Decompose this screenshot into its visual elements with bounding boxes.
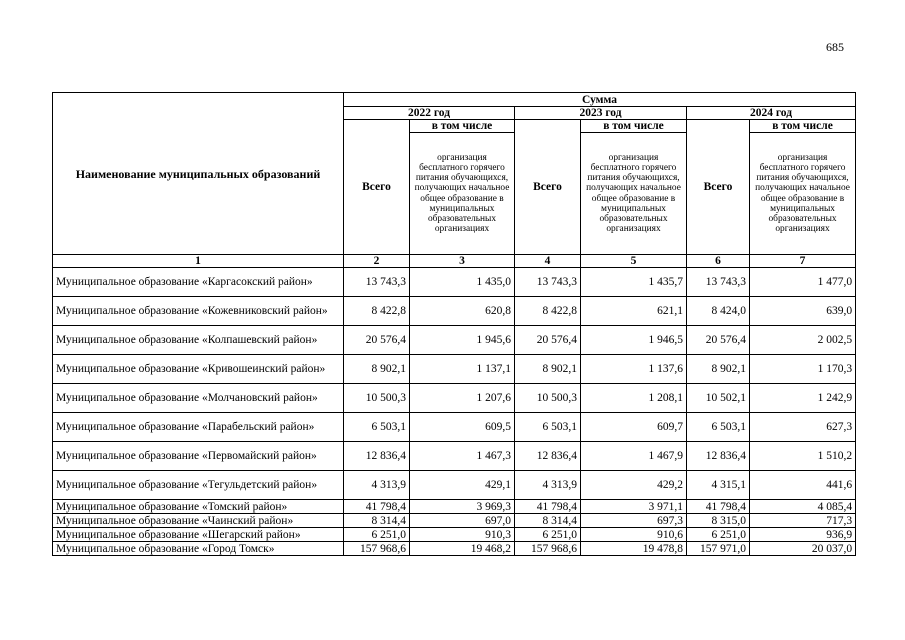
value-cell: 717,3 xyxy=(750,514,856,528)
value-cell: 8 902,1 xyxy=(344,355,410,384)
value-cell: 1 207,6 xyxy=(410,384,515,413)
value-cell: 4 313,9 xyxy=(344,471,410,500)
table-row xyxy=(53,514,856,528)
value-cell: 12 836,4 xyxy=(687,442,750,471)
table-body xyxy=(53,268,856,556)
table-row xyxy=(53,413,856,442)
col-number: 1 xyxy=(53,255,344,268)
value-cell: 621,1 xyxy=(581,297,687,326)
value-cell: 1 946,5 xyxy=(581,326,687,355)
header-year-2023: 2023 год xyxy=(515,107,687,120)
value-cell: 157 971,0 xyxy=(687,542,750,556)
col-number: 3 xyxy=(410,255,515,268)
municipality-name: Муниципальное образование «Каргасокский район» xyxy=(53,268,344,297)
value-cell: 10 500,3 xyxy=(515,384,581,413)
municipality-name: Муниципальное образование «Тегульдетский район» xyxy=(53,471,344,500)
value-cell: 2 002,5 xyxy=(750,326,856,355)
municipality-name: Муниципальное образование «Город Томск» xyxy=(53,542,344,556)
value-cell: 20 037,0 xyxy=(750,542,856,556)
col-number: 6 xyxy=(687,255,750,268)
value-cell: 157 968,6 xyxy=(344,542,410,556)
municipality-name: Муниципальное образование «Парабельский район» xyxy=(53,413,344,442)
value-cell: 1 137,6 xyxy=(581,355,687,384)
table-row xyxy=(53,542,856,556)
value-cell: 19 468,2 xyxy=(410,542,515,556)
table-row xyxy=(53,384,856,413)
value-cell: 429,1 xyxy=(410,471,515,500)
header-total-2023: Всего xyxy=(515,120,581,255)
header-sum: Сумма xyxy=(344,93,856,107)
value-cell: 639,0 xyxy=(750,297,856,326)
value-cell: 6 503,1 xyxy=(687,413,750,442)
header-municipality: Наименование муниципальных образований xyxy=(53,93,344,255)
value-cell: 429,2 xyxy=(581,471,687,500)
value-cell: 8 314,4 xyxy=(344,514,410,528)
value-cell: 910,3 xyxy=(410,528,515,542)
table-row xyxy=(53,268,856,297)
value-cell: 627,3 xyxy=(750,413,856,442)
header-year-2024: 2024 год xyxy=(687,107,856,120)
value-cell: 6 251,0 xyxy=(687,528,750,542)
value-cell: 6 503,1 xyxy=(344,413,410,442)
municipality-name: Муниципальное образование «Колпашевский район» xyxy=(53,326,344,355)
value-cell: 8 315,0 xyxy=(687,514,750,528)
value-cell: 1 242,9 xyxy=(750,384,856,413)
col-number: 2 xyxy=(344,255,410,268)
table-row xyxy=(53,355,856,384)
value-cell: 609,7 xyxy=(581,413,687,442)
value-cell: 10 500,3 xyxy=(344,384,410,413)
header-desc-2024: организация бесплатного горячего питания обучающихся, получающих начальное общее образование в муниципальных образовательных организациях xyxy=(750,133,856,255)
value-cell: 6 503,1 xyxy=(515,413,581,442)
header-desc-2023: организация бесплатного горячего питания обучающихся, получающих начальное общее образование в муниципальных образовательных организациях xyxy=(581,133,687,255)
value-cell: 13 743,3 xyxy=(515,268,581,297)
value-cell: 8 422,8 xyxy=(515,297,581,326)
value-cell: 19 478,8 xyxy=(581,542,687,556)
value-cell: 8 902,1 xyxy=(515,355,581,384)
col-number: 4 xyxy=(515,255,581,268)
header-including-2024: в том числе xyxy=(750,120,856,133)
value-cell: 13 743,3 xyxy=(344,268,410,297)
col-number: 7 xyxy=(750,255,856,268)
value-cell: 20 576,4 xyxy=(515,326,581,355)
municipality-name: Муниципальное образование «Шегарский район» xyxy=(53,528,344,542)
page-number: 685 xyxy=(826,40,844,54)
value-cell: 1 208,1 xyxy=(581,384,687,413)
value-cell: 4 085,4 xyxy=(750,500,856,514)
value-cell: 620,8 xyxy=(410,297,515,326)
value-cell: 936,9 xyxy=(750,528,856,542)
value-cell: 12 836,4 xyxy=(344,442,410,471)
value-cell: 1 477,0 xyxy=(750,268,856,297)
value-cell: 4 313,9 xyxy=(515,471,581,500)
table-row xyxy=(53,297,856,326)
header-including-2022: в том числе xyxy=(410,120,515,133)
value-cell: 441,6 xyxy=(750,471,856,500)
value-cell: 1 435,0 xyxy=(410,268,515,297)
value-cell: 609,5 xyxy=(410,413,515,442)
header-year-2022: 2022 год xyxy=(344,107,515,120)
value-cell: 6 251,0 xyxy=(344,528,410,542)
table-row xyxy=(53,500,856,514)
value-cell: 1 137,1 xyxy=(410,355,515,384)
value-cell: 6 251,0 xyxy=(515,528,581,542)
value-cell: 3 971,1 xyxy=(581,500,687,514)
value-cell: 4 315,1 xyxy=(687,471,750,500)
value-cell: 1 435,7 xyxy=(581,268,687,297)
header-total-2024: Всего xyxy=(687,120,750,255)
value-cell: 1 467,3 xyxy=(410,442,515,471)
value-cell: 1 467,9 xyxy=(581,442,687,471)
header-including-2023: в том числе xyxy=(581,120,687,133)
municipality-name: Муниципальное образование «Молчановский район» xyxy=(53,384,344,413)
table-row xyxy=(53,471,856,500)
table-row xyxy=(53,326,856,355)
value-cell: 697,3 xyxy=(581,514,687,528)
value-cell: 8 902,1 xyxy=(687,355,750,384)
municipality-name: Муниципальное образование «Первомайский район» xyxy=(53,442,344,471)
col-number: 5 xyxy=(581,255,687,268)
value-cell: 12 836,4 xyxy=(515,442,581,471)
value-cell: 910,6 xyxy=(581,528,687,542)
value-cell: 3 969,3 xyxy=(410,500,515,514)
value-cell: 157 968,6 xyxy=(515,542,581,556)
value-cell: 1 945,6 xyxy=(410,326,515,355)
municipality-name: Муниципальное образование «Томский район» xyxy=(53,500,344,514)
value-cell: 697,0 xyxy=(410,514,515,528)
value-cell: 41 798,4 xyxy=(687,500,750,514)
budget-table xyxy=(52,92,856,556)
header-desc-2022: организация бесплатного горячего питания обучающихся, получающих начальное общее образование в муниципальных образовательных организациях xyxy=(410,133,515,255)
municipality-name: Муниципальное образование «Кривошеинский район» xyxy=(53,355,344,384)
header-total-2022: Всего xyxy=(344,120,410,255)
value-cell: 41 798,4 xyxy=(344,500,410,514)
value-cell: 10 502,1 xyxy=(687,384,750,413)
table-row xyxy=(53,442,856,471)
value-cell: 8 424,0 xyxy=(687,297,750,326)
municipality-name: Муниципальное образование «Чаинский район» xyxy=(53,514,344,528)
value-cell: 1 170,3 xyxy=(750,355,856,384)
value-cell: 20 576,4 xyxy=(687,326,750,355)
value-cell: 41 798,4 xyxy=(515,500,581,514)
value-cell: 20 576,4 xyxy=(344,326,410,355)
value-cell: 1 510,2 xyxy=(750,442,856,471)
municipality-name: Муниципальное образование «Кожевниковский район» xyxy=(53,297,344,326)
value-cell: 8 422,8 xyxy=(344,297,410,326)
value-cell: 8 314,4 xyxy=(515,514,581,528)
value-cell: 13 743,3 xyxy=(687,268,750,297)
table-row xyxy=(53,528,856,542)
